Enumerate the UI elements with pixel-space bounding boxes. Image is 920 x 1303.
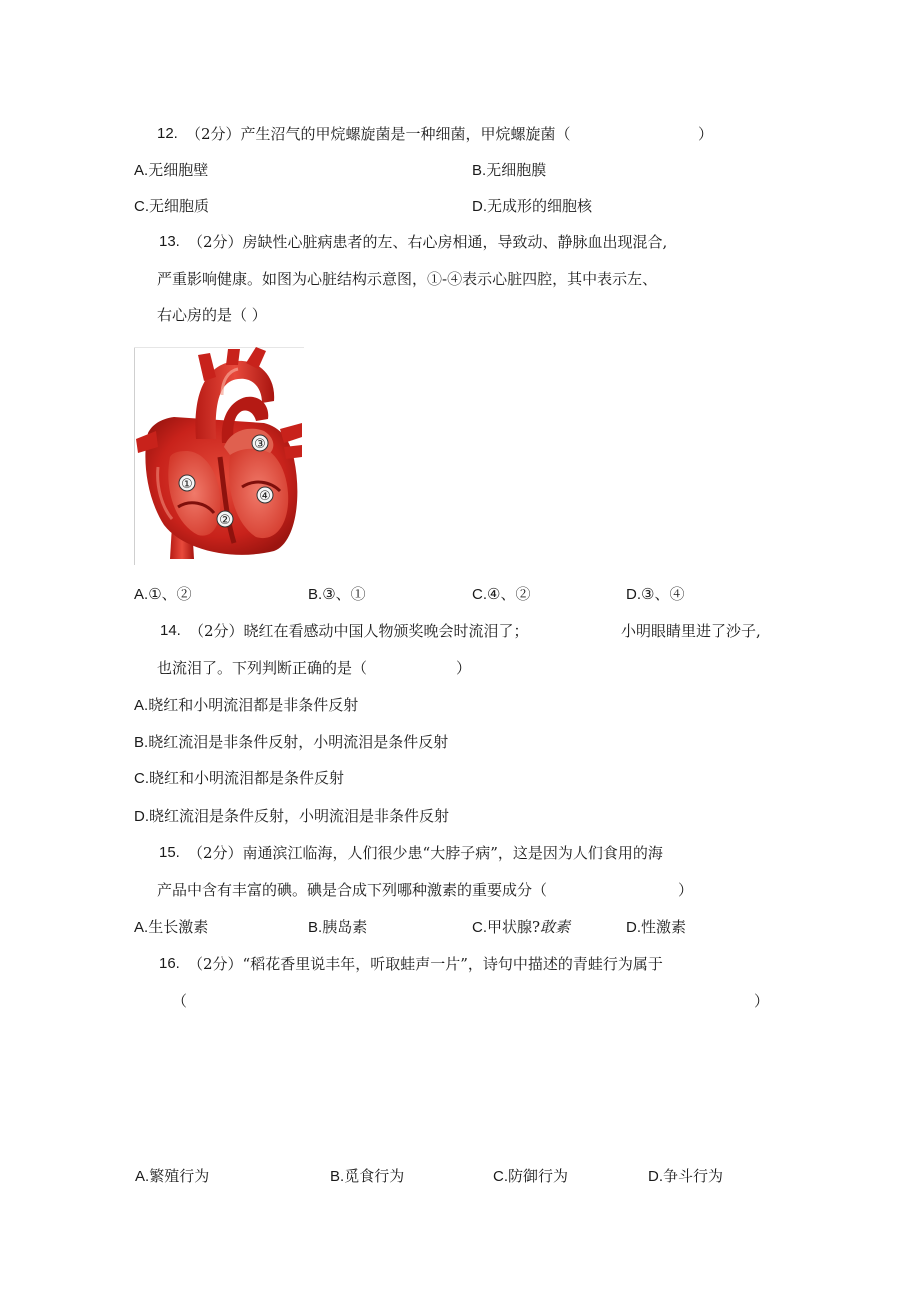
chamber-label-2: [217, 511, 233, 528]
option-label: D.: [472, 198, 487, 215]
q13-line1: （2分）房缺性心脏病患者的左、右心房相通，导致动、静脉血出现混合,: [188, 233, 668, 251]
q15-close-paren: ）: [678, 881, 694, 899]
svg-text:②: ②: [219, 513, 231, 528]
q12-option-d[interactable]: [472, 196, 592, 217]
q13-line2: 严重影响健康。如图为心脏结构示意图，①-④表示心脏四腔，其中表示左、: [157, 270, 658, 288]
q14-option-b[interactable]: [134, 732, 448, 753]
option-label: C.: [472, 586, 487, 603]
q14-line2: 也流泪了。下列判断正确的是（: [157, 659, 368, 677]
q12-option-a[interactable]: [134, 160, 208, 181]
option-label: D.: [626, 919, 641, 936]
q16-option-a[interactable]: [135, 1166, 209, 1187]
chamber-label-4: [257, 487, 273, 504]
q15-line1: （2分）南通滨江临海，人们很少患“大脖子病”，这是因为人们食用的海: [188, 844, 663, 862]
q13-option-c[interactable]: [472, 584, 530, 605]
q16-open-paren: （: [172, 992, 188, 1010]
svg-text:①: ①: [181, 477, 193, 492]
option-label: C.: [472, 919, 487, 936]
option-label: A.: [134, 586, 149, 603]
option-text: 觅食行为: [344, 1167, 405, 1185]
option-label: A.: [135, 1168, 150, 1185]
option-label: A.: [134, 162, 149, 179]
svg-text:④: ④: [259, 489, 271, 504]
option-label: C.: [493, 1168, 508, 1185]
q14-line1b: 小明眼睛里进了沙子,: [621, 622, 761, 640]
q15-line2: 产品中含有丰富的碘。碘是合成下列哪种激素的重要成分（: [157, 881, 548, 899]
q16-number: 16.: [159, 955, 180, 972]
q15-number: 15.: [159, 844, 180, 861]
option-label: A.: [134, 697, 149, 714]
q13-number: 13.: [159, 233, 180, 250]
q12-close-paren: ）: [698, 125, 714, 143]
q15-option-b[interactable]: [308, 917, 367, 938]
q16-close-paren: ）: [754, 992, 770, 1010]
option-label: C.: [134, 198, 149, 215]
q16-line1: （2分）“稻花香里说丰年，听取蛙声一片”，诗句中描述的青蛙行为属于: [188, 955, 663, 973]
option-text: 甲状腺?: [487, 918, 541, 936]
q14-option-a[interactable]: [134, 695, 358, 716]
q12-number: 12.: [157, 125, 178, 142]
q13-option-a[interactable]: [134, 584, 192, 605]
option-text: 争斗行为: [663, 1167, 724, 1185]
option-text: ③、①: [322, 585, 366, 603]
q16-option-b[interactable]: [330, 1166, 404, 1187]
q14-option-c[interactable]: [134, 768, 344, 789]
chamber-label-1: [179, 475, 195, 492]
q13-option-b[interactable]: [308, 584, 366, 605]
q12-stem: （2分）产生沼气的甲烷螺旋菌是一种细菌，甲烷螺旋菌（: [186, 125, 571, 143]
option-text: 无细胞膜: [486, 161, 547, 179]
heart-structure-diagram: [134, 347, 304, 565]
q14-close-paren: ）: [456, 659, 472, 677]
option-text: 晓红流泪是非条件反射，小明流泪是条件反射: [148, 733, 449, 751]
option-label: B.: [308, 586, 323, 603]
q15-option-a[interactable]: [134, 917, 208, 938]
svg-text:③: ③: [254, 437, 266, 452]
option-text: ①、②: [148, 585, 192, 603]
option-label: B.: [308, 919, 323, 936]
q15-option-d[interactable]: [626, 917, 686, 938]
option-label: D.: [134, 808, 149, 825]
q16-option-c[interactable]: [493, 1166, 568, 1187]
option-text: 无成形的细胞核: [487, 197, 593, 215]
option-label: D.: [626, 586, 641, 603]
option-label: B.: [134, 734, 149, 751]
q16-option-d[interactable]: [648, 1166, 723, 1187]
q14-option-d[interactable]: [134, 806, 449, 827]
option-text: 胰岛素: [322, 918, 368, 936]
q14-line1a: （2分）晓红在看感动中国人物颁奖晚会时流泪了；: [189, 622, 529, 640]
option-text: ③、④: [641, 585, 685, 603]
q14-number: 14.: [160, 622, 181, 639]
option-text: 性激素: [641, 918, 687, 936]
option-text: 无细胞质: [149, 197, 210, 215]
q12-option-b[interactable]: [472, 160, 546, 181]
option-text: 晓红和小明流泪都是非条件反射: [148, 696, 359, 714]
q15-option-c[interactable]: [472, 917, 570, 938]
chamber-label-3: [252, 435, 268, 452]
option-text: 晓红流泪是条件反射，小明流泪是非条件反射: [149, 807, 450, 825]
q13-option-d[interactable]: [626, 584, 684, 605]
option-label: B.: [330, 1168, 345, 1185]
option-text: 繁殖行为: [149, 1167, 210, 1185]
option-label: C.: [134, 770, 149, 787]
option-text: ④、②: [487, 585, 531, 603]
option-text: 防御行为: [508, 1167, 569, 1185]
option-label: B.: [472, 162, 487, 179]
option-label: A.: [134, 919, 149, 936]
q12-option-c[interactable]: [134, 196, 209, 217]
option-text-italic: 敢素: [540, 918, 571, 936]
q13-line3: 右心房的是（ ）: [157, 306, 267, 324]
option-text: 无细胞壁: [148, 161, 209, 179]
option-label: D.: [648, 1168, 663, 1185]
option-text: 晓红和小明流泪都是条件反射: [149, 769, 345, 787]
option-text: 生长激素: [148, 918, 209, 936]
